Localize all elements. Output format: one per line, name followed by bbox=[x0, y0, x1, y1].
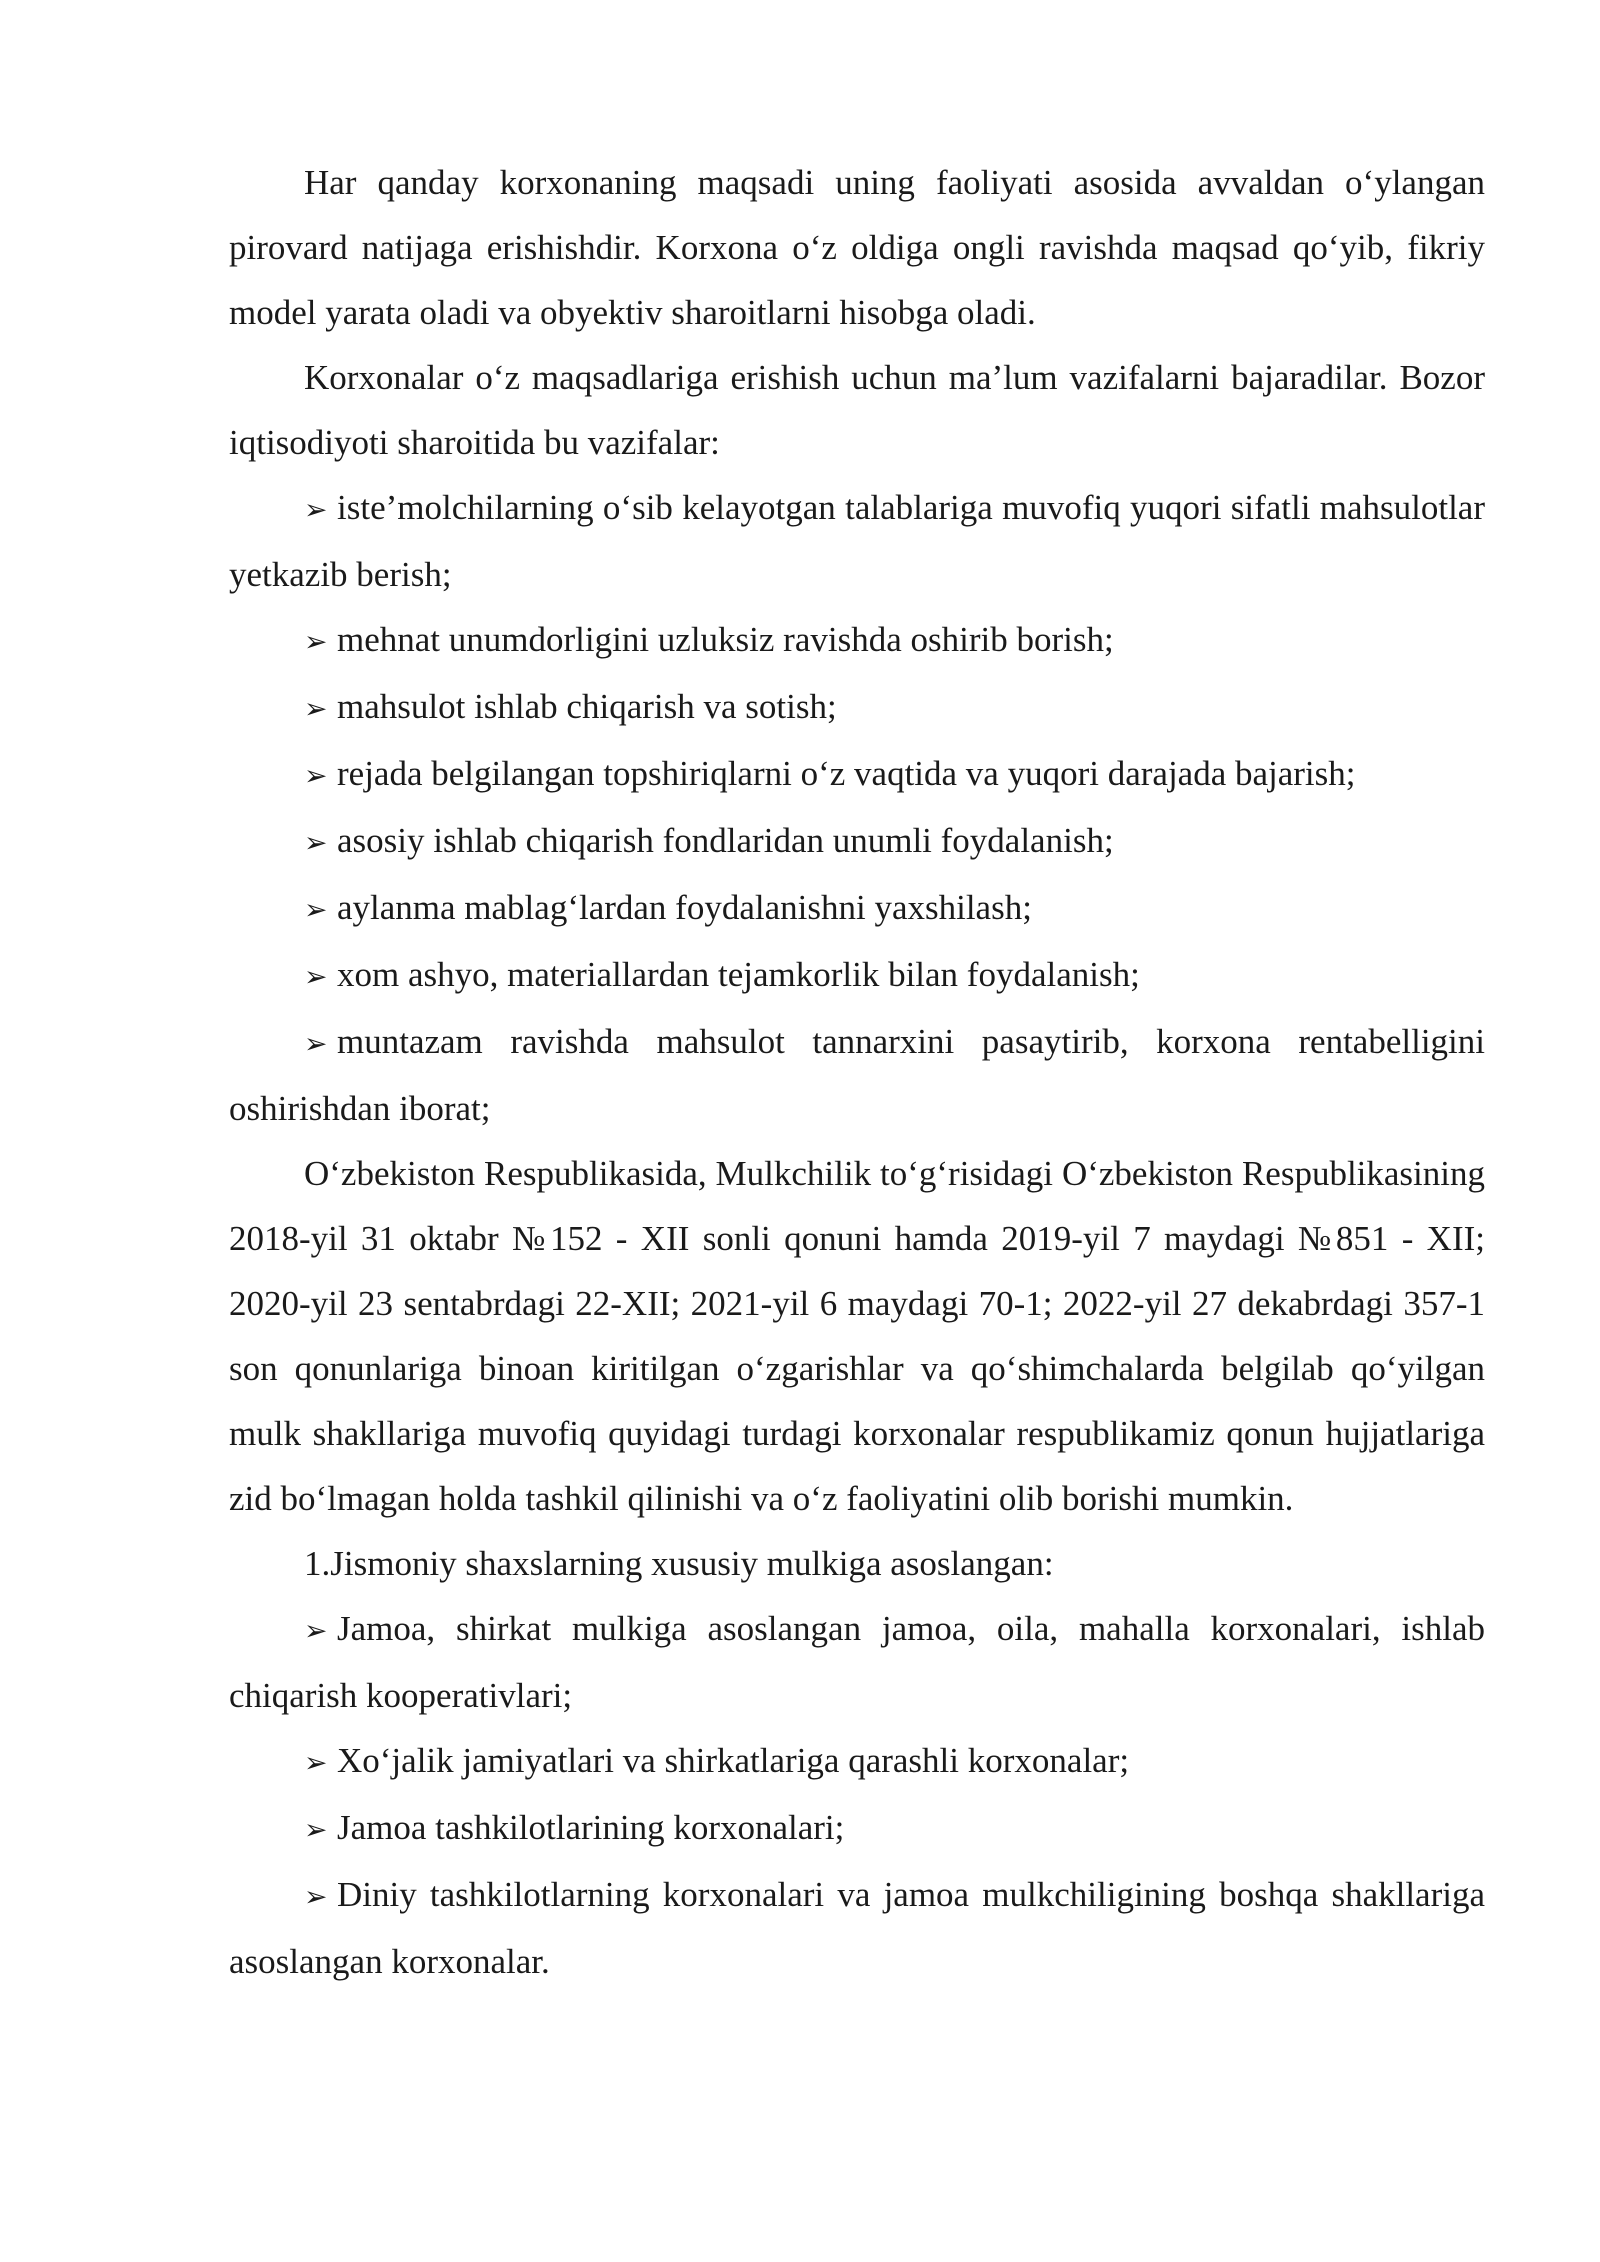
document-page bbox=[229, 150, 1485, 1994]
arrow-bullet-icon: ➢ bbox=[304, 692, 328, 725]
bullet-item: ➢ mehnat unumdorligini uzluksiz ravishda oshirib borish; bbox=[229, 607, 1485, 674]
bullet-item: ➢ Jamoa, shirkat mulkiga asoslangan jamoa, oila, mahalla korxonalari, ishlab chiqarish kooperativlari; bbox=[229, 1596, 1485, 1728]
arrow-bullet-icon: ➢ bbox=[304, 493, 328, 526]
paragraph: Har qanday korxonaning maqsadi uning faoliyati asosida avvaldan o‘ylangan pirovard natijaga erishishdir. Korxona o‘z oldiga ongli ravishda maqsad qo‘yib, fikriy model yarata oladi va obyektiv sharoitlarni hisobga oladi. bbox=[229, 163, 1485, 332]
bullet-item: ➢ iste’molchilarning o‘sib kelayotgan talablariga muvofiq yuqori sifatli mahsulotlar yetkazib berish; bbox=[229, 475, 1485, 607]
arrow-bullet-icon: ➢ bbox=[304, 1880, 328, 1913]
arrow-bullet-icon: ➢ bbox=[304, 1027, 328, 1060]
bullet-item: ➢ Jamoa tashkilotlarining korxonalari; bbox=[229, 1795, 1485, 1862]
bullet-item: ➢ aylanma mablag‘lardan foydalanishni yaxshilash; bbox=[229, 875, 1485, 942]
paragraph: Korxonalar o‘z maqsadlariga erishish uchun ma’lum vazifalarni bajaradilar. Bozor iqtisodiyoti sharoitida bu vazifalar: bbox=[229, 358, 1485, 462]
paragraph: 1.Jismoniy shaxslarning xususiy mulkiga asoslangan: bbox=[304, 1544, 1054, 1583]
arrow-bullet-icon: ➢ bbox=[304, 1813, 328, 1846]
arrow-bullet-icon: ➢ bbox=[304, 759, 328, 792]
bullet-item: ➢ muntazam ravishda mahsulot tannarxini pasaytirib, korxona rentabelligini oshirishdan iborat; bbox=[229, 1009, 1485, 1141]
bullet-item: ➢ rejada belgilangan topshiriqlarni o‘z vaqtida va yuqori darajada bajarish; bbox=[229, 741, 1485, 808]
arrow-bullet-icon: ➢ bbox=[304, 893, 328, 926]
bullet-item: ➢ asosiy ishlab chiqarish fondlaridan unumli foydalanish; bbox=[229, 808, 1485, 875]
arrow-bullet-icon: ➢ bbox=[304, 960, 328, 993]
arrow-bullet-icon: ➢ bbox=[304, 625, 328, 658]
paragraph: O‘zbekiston Respublikasida, Mulkchilik to‘g‘risidagi O‘zbekiston Respublikasining 2018-yil 31 oktabr №152 - XII sonli qonuni hamda 2019-yil 7 maydagi №851 - XII; 2020-yil 23 sentabrdagi 22-XII; 2021-yil 6 maydagi 70-1; 2022-yil 27 dekabrdagi 357-1 son qonunlariga binoan kiritilgan o‘zgarishlar va qo‘shimchalarda belgilab qo‘yilgan mulk shakllariga muvofiq quyidagi turdagi korxonalar respublikamiz qonun hujjatlariga zid bo‘lmagan holda tashkil qilinishi va o‘z faoliyatini olib borishi mumkin. bbox=[229, 1154, 1485, 1518]
bullet-item: ➢ mahsulot ishlab chiqarish va sotish; bbox=[229, 674, 1485, 741]
bullet-item: ➢ Diniy tashkilotlarning korxonalari va jamoa mulkchiligining boshqa shakllariga asoslangan korxonalar. bbox=[229, 1862, 1485, 1994]
bullet-item: ➢ xom ashyo, materiallardan tejamkorlik bilan foydalanish; bbox=[229, 942, 1485, 1009]
arrow-bullet-icon: ➢ bbox=[304, 1746, 328, 1779]
arrow-bullet-icon: ➢ bbox=[304, 1614, 328, 1647]
bullet-item: ➢ Xo‘jalik jamiyatlari va shirkatlariga qarashli korxonalar; bbox=[229, 1728, 1485, 1795]
arrow-bullet-icon: ➢ bbox=[304, 826, 328, 859]
